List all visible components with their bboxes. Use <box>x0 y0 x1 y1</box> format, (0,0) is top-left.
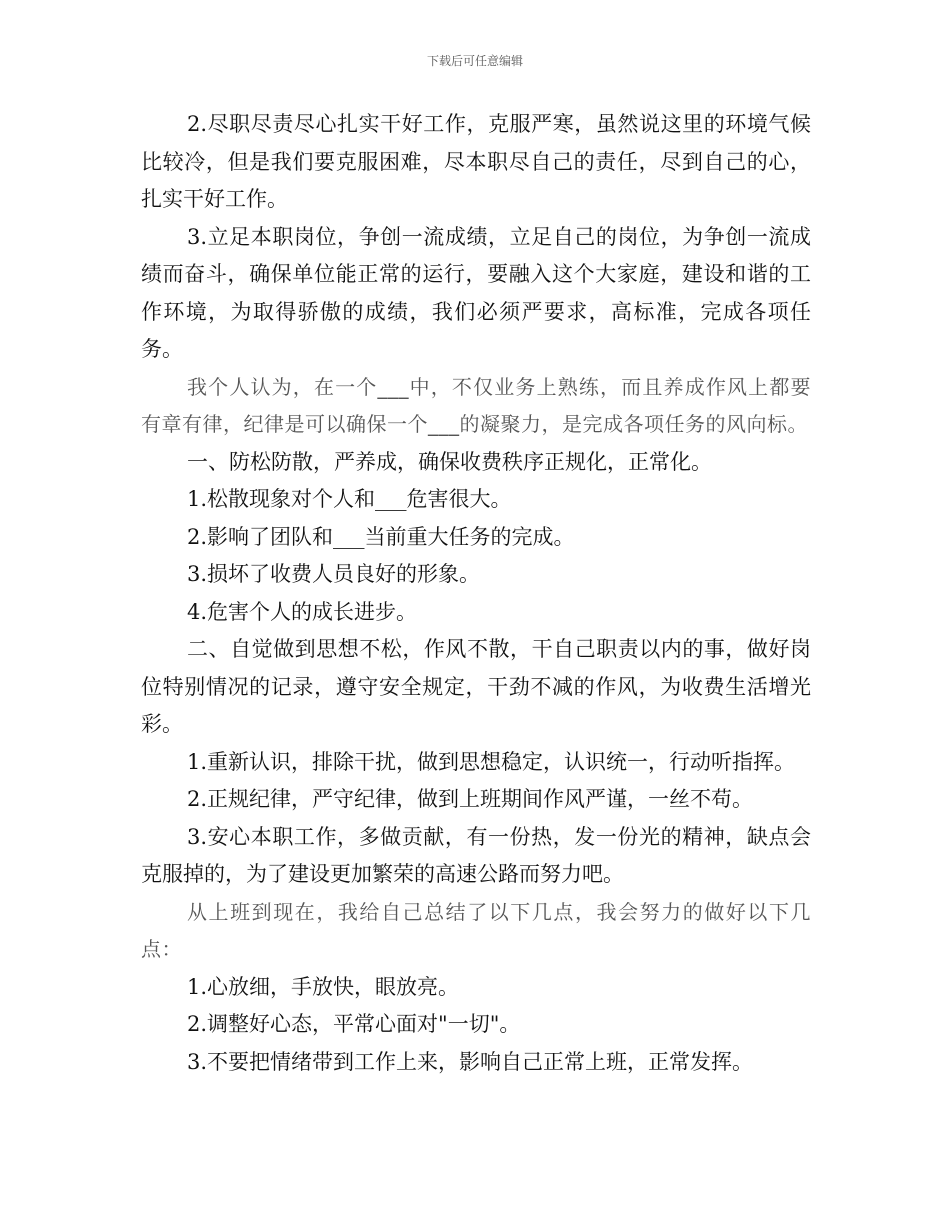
section-heading-1: 一、防松防散，严养成，确保收费秩序正规化，正常化。 <box>187 449 712 474</box>
list-item: 2.影响了团队和___当前重大任务的完成。 <box>187 524 575 549</box>
list-item: 3.损坏了收费人员良好的形象。 <box>187 562 481 586</box>
list-item: 2.调整好心态，平常心面对"一切"。 <box>187 1012 521 1036</box>
list-item: 1.松散现象对个人和___危害很大。 <box>187 487 512 511</box>
paragraph-2: 2.尽职尽责尽心扎实干好工作，克服严寒，虽然说这里的环境气候比较冷，但是我们要克服困难，尽本职尽自己的责任，尽到自己的心，扎实干好工作。 <box>141 112 811 211</box>
intro-paragraph: 我个人认为，在一个___中，不仅业务上熟练，而且养成作风上都要有章有律，纪律是可以确保一个___的凝聚力，是完成各项任务的风向标。 <box>141 374 811 436</box>
summary-paragraph: 从上班到现在，我给自己总结了以下几点，我会努力的做好以下几点： <box>141 899 811 961</box>
paragraph-3: 3.立足本职岗位，争创一流成绩，立足自己的岗位，为争创一流成绩而奋斗，确保单位能正常的运行，要融入这个大家庭，建设和谐的工作环境，为取得骄傲的成绩，我们必须严要求，高标准，完成各项任务。 <box>141 224 811 361</box>
page-header: 下载后可任意编辑 <box>426 54 523 68</box>
list-item: 1.重新认识，排除干扰，做到思想稳定，认识统一，行动听指挥。 <box>187 749 796 774</box>
list-item: 1.心放细，手放快，眼放亮。 <box>187 974 460 999</box>
list-item: 3.不要把情绪带到工作上来，影响自己正常上班，正常发挥。 <box>187 1049 754 1074</box>
list-item: 3.安心本职工作，多做贡献，有一份热，发一份光的精神，缺点会克服掉的，为了建设更加繁荣的高速公路而努力吧。 <box>141 824 811 886</box>
list-item: 2.正规纪律，严守纪律，做到上班期间作风严谨，一丝不苟。 <box>187 787 754 811</box>
section-heading-2: 二、自觉做到思想不松，作风不散，干自己职责以内的事，做好岗位特别情况的记录，遵守安全规定，干劲不减的作风，为收费生活增光彩。 <box>141 637 811 736</box>
list-item: 4.危害个人的成长进步。 <box>187 599 418 624</box>
document-body <box>141 106 811 1081</box>
